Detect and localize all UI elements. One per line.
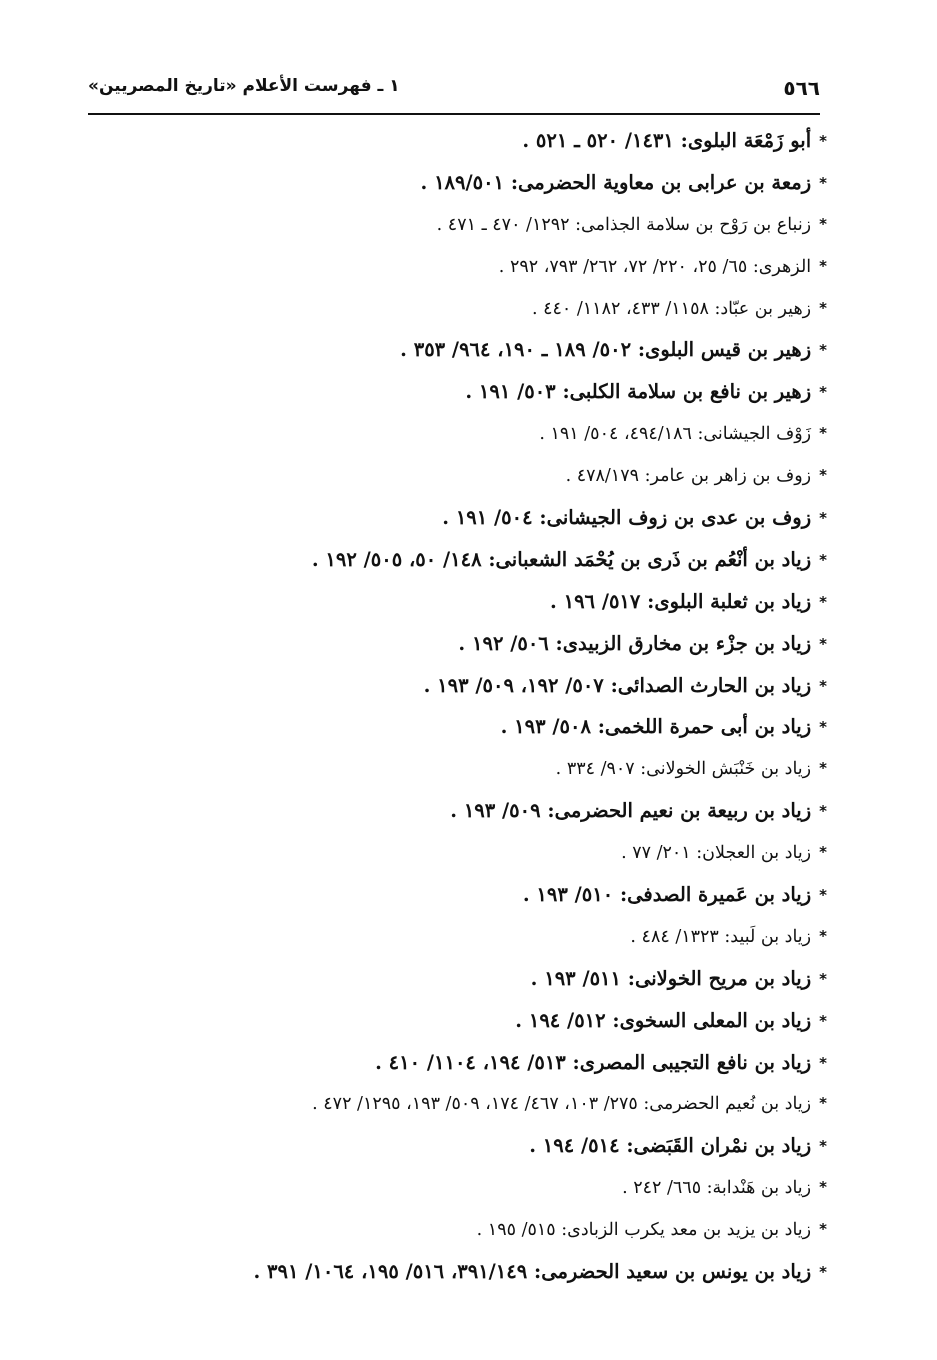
entry-text: زياد بن مريح الخولانى: ٥١١/ ١٩٣ . — [530, 966, 812, 990]
entry-text: أبو زَمْعَة البلوى: ١٤٣١/ ٥٢٠ ـ ٥٢١ . — [522, 129, 812, 152]
index-entry — [27, 874, 827, 916]
entry-text: زمعة بن عرابى بن معاوية الحضرمى: ١٨٩/٥٠١ . — [420, 170, 812, 194]
entry-marker: * — [819, 1053, 827, 1072]
index-entry — [27, 539, 827, 581]
entry-marker: * — [819, 424, 827, 443]
index-entry — [27, 497, 827, 539]
entry-text: زياد بن العجلان: ٢٠١/ ٧٧ . — [621, 843, 812, 864]
entry-text: زياد بن يونس بن سعيد الحضرمى: ٣٩١/١٤٩، ٥١٦/ ١٩٥، ١٠٦٤/ ٣٩١ . — [253, 1260, 812, 1284]
entry-marker: * — [819, 1094, 827, 1113]
entry-text: زياد بن لَبيد: ١٣٢٣/ ٤٨٤ . — [630, 926, 812, 947]
entry-text: زياد بن هَنْدابة: ٦٦٥/ ٢٤٢ . — [622, 1178, 812, 1199]
entry-text: الزهرى: ٦٥/ ٢٥، ٢٢٠/ ٧٢، ٢٦٢/ ٧٩٣، ٢٩٢ . — [498, 256, 812, 277]
entry-text: زهير بن نافع بن سلامة الكلبى: ٥٠٣/ ١٩١ . — [465, 380, 812, 404]
entry-text: زَوْف الجيشانى: ٤٩٤/١٨٦، ٥٠٤/ ١٩١ . — [539, 424, 812, 445]
page-number: ٥٦٦ — [783, 76, 820, 100]
entry-marker: * — [819, 550, 827, 569]
index-entry — [27, 455, 827, 497]
index-entries — [27, 120, 827, 1293]
index-entry — [27, 413, 827, 455]
index-entry — [27, 371, 827, 413]
index-entry — [27, 1251, 827, 1293]
entry-text: زياد بن نافع التجيبى المصرى: ٥١٣/ ١٩٤، ١١٠٤/ ٤١٠ . — [375, 1050, 812, 1074]
entry-text: زياد بن المعلى السخوى: ٥١٢/ ١٩٤ . — [515, 1008, 812, 1032]
index-entry — [27, 706, 827, 748]
entry-text: زياد بن أبى حمرة اللخمى: ٥٠٨/ ١٩٣ . — [500, 715, 812, 739]
index-entry — [27, 162, 827, 204]
index-entry — [27, 832, 827, 874]
index-entry — [27, 958, 827, 1000]
entry-marker: * — [819, 256, 827, 275]
entry-text: زياد بن نُعيم الحضرمى: ٢٧٥/ ١٠٣، ٤٦٧/ ١٧٤، ٥٠٩/ ١٩٣، ١٢٩٥/ ٤٧٢ . — [312, 1094, 812, 1115]
index-entry — [27, 790, 827, 832]
index-entry — [27, 1167, 827, 1209]
index-entry — [27, 204, 827, 246]
index-entry — [27, 748, 827, 790]
entry-marker: * — [819, 634, 827, 653]
entry-marker: * — [819, 969, 827, 988]
entry-text: زياد بن نمْران القَبَضى: ٥١٤/ ١٩٤ . — [529, 1134, 812, 1158]
entry-marker: * — [819, 509, 827, 528]
entry-marker: * — [819, 718, 827, 737]
entry-text: زياد بن الحارث الصدائى: ٥٠٧/ ١٩٢، ٥٠٩/ ١٩٣ . — [423, 673, 812, 697]
entry-text: زياد بن أنْعُم بن ذَرى بن يُحْمَد الشعبانى: ١٤٨/ ٥٠، ٥٠٥/ ١٩٢ . — [311, 547, 812, 571]
entry-text: زياد بن ثعلبة البلوى: ٥١٧/ ١٩٦ . — [550, 589, 812, 613]
index-entry — [27, 623, 827, 665]
index-entry — [27, 916, 827, 958]
entry-marker: * — [819, 173, 827, 192]
entry-marker: * — [819, 759, 827, 778]
entry-marker: * — [819, 298, 827, 317]
entry-marker: * — [819, 1137, 827, 1156]
entry-marker: * — [819, 214, 827, 233]
entry-marker: * — [819, 1011, 827, 1030]
entry-text: زوف بن زاهر بن عامر: ٤٧٨/١٧٩ . — [565, 466, 812, 487]
entry-marker: * — [819, 886, 827, 905]
entry-marker: * — [819, 1263, 827, 1282]
entry-marker: * — [819, 926, 827, 945]
index-entry — [27, 288, 827, 330]
entry-marker: * — [819, 132, 827, 150]
entry-text: زهير بن عبّاد: ١١٥٨/ ٤٣٣، ١١٨٢/ ٤٤٠ . — [531, 298, 812, 319]
entry-marker: * — [819, 341, 827, 360]
entry-text: زياد بن خَنْبَش الخولانى: ٩٠٧/ ٣٣٤ . — [555, 759, 812, 780]
index-entry — [27, 329, 827, 371]
entry-text: زياد بن عَميرة الصدفى: ٥١٠/ ١٩٣ . — [522, 883, 812, 907]
index-entry — [27, 1083, 827, 1125]
entry-marker: * — [819, 1220, 827, 1239]
entry-marker: * — [819, 383, 827, 402]
entry-marker: * — [819, 466, 827, 485]
entry-marker: * — [819, 843, 827, 862]
entry-text: زياد بن ربيعة بن نعيم الحضرمى: ٥٠٩/ ١٩٣ . — [450, 799, 812, 823]
index-entry — [27, 1209, 827, 1251]
index-entry — [27, 120, 827, 162]
entry-text: زياد بن جزْء بن مخارق الزبيدى: ٥٠٦/ ١٩٢ . — [458, 631, 812, 655]
entry-text: زياد بن يزيد بن معد يكرب الزبادى: ٥١٥/ ١٩٥ . — [476, 1220, 812, 1241]
entry-marker: * — [819, 676, 827, 695]
page-header — [88, 72, 820, 104]
index-entry — [27, 1000, 827, 1042]
index-entry — [27, 665, 827, 707]
entry-text: زنباع بن رَوْح بن سلامة الجذامى: ١٢٩٢/ ٤٧٠ ـ ٤٧١ . — [436, 214, 812, 235]
index-entry — [27, 1042, 827, 1084]
index-entry — [27, 581, 827, 623]
entry-text: زوف بن عدى بن زوف الجيشانى: ٥٠٤/ ١٩١ . — [442, 506, 812, 530]
index-entry — [27, 246, 827, 288]
index-entry — [27, 1125, 827, 1167]
entry-marker: * — [819, 1178, 827, 1197]
running-title: ١ ـ فهرست الأعلام «تاريخ المصريين» — [88, 76, 400, 96]
entry-marker: * — [819, 802, 827, 821]
entry-marker: * — [819, 592, 827, 611]
header-rule — [88, 113, 820, 115]
entry-text: زهير بن قيس البلوى: ٥٠٢/ ١٨٩ ـ ١٩٠، ٩٦٤/ ٣٥٣ . — [400, 338, 812, 362]
